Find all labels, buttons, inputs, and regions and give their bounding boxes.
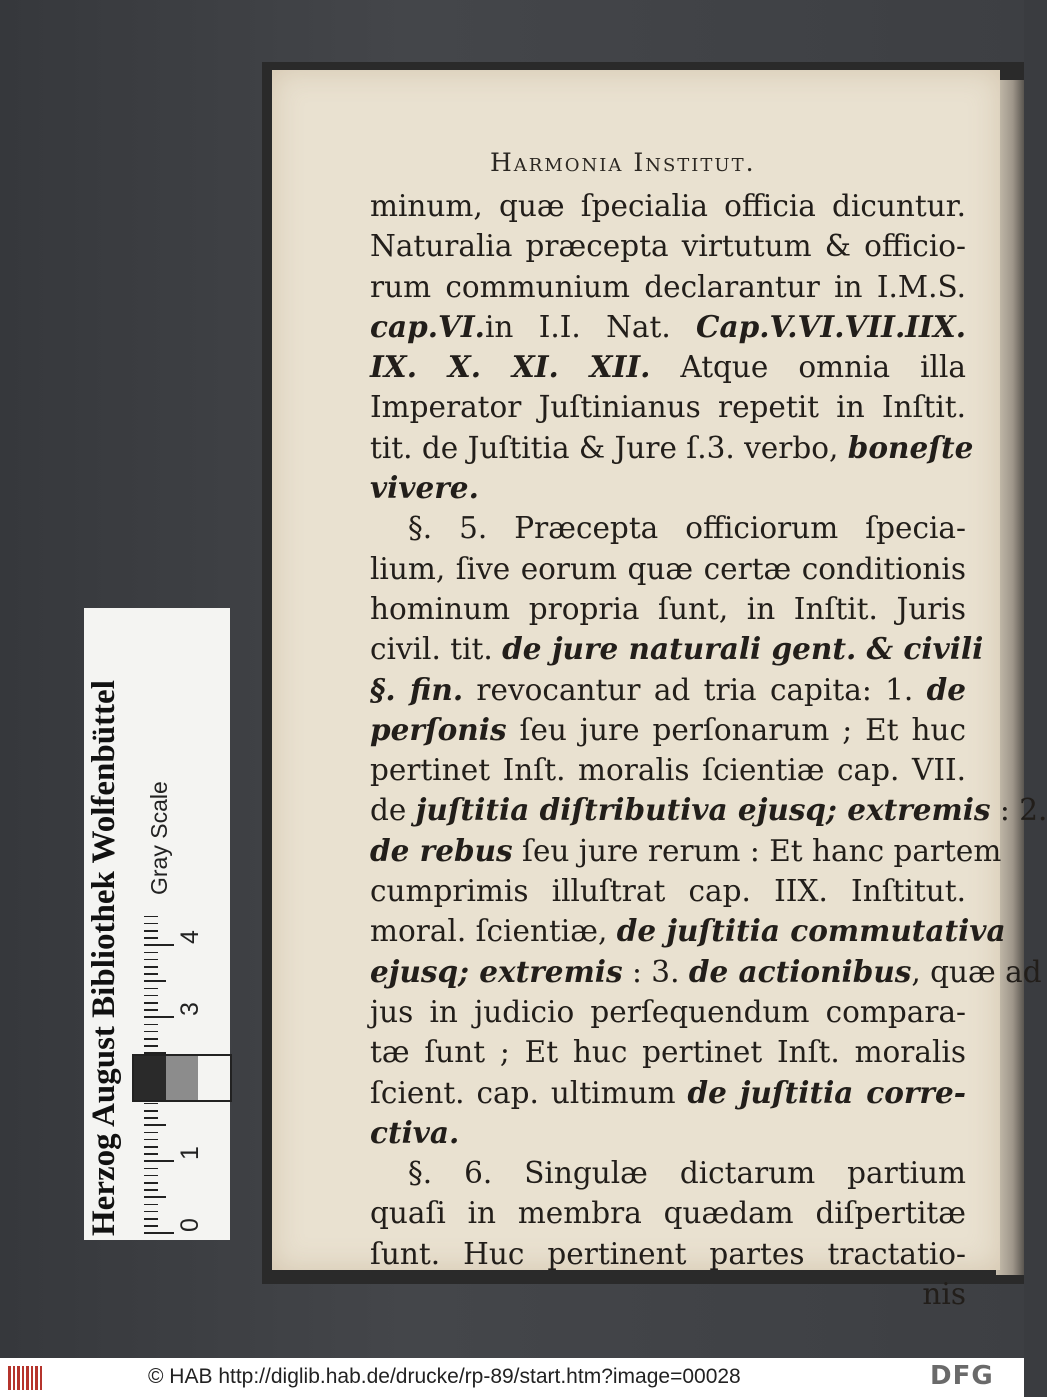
ruler-tick [144, 1038, 158, 1040]
text-segment: de juſtitia corre- [687, 1074, 966, 1110]
text-segment: ſcient. cap. ultimum [370, 1075, 688, 1110]
ruler-tick [144, 988, 158, 990]
text-line [370, 911, 1006, 951]
text-segment: IX. X. XI. XII. [370, 349, 651, 385]
text-segment: perſonis [370, 711, 507, 747]
text-segment: cumprimis illuſtrat cap. IIX. Inſtitut. [370, 874, 966, 909]
gray-swatch [134, 1056, 166, 1100]
ruler-tick [144, 1125, 166, 1127]
text-line [370, 790, 1047, 830]
text-line [370, 468, 966, 508]
text-segment: nis [922, 1277, 966, 1312]
text-segment: §. 6. Singulæ dictarum partium [408, 1156, 966, 1191]
hab-logo-icon [8, 1366, 42, 1390]
text-line [370, 589, 966, 629]
ruler-number: 4 [176, 930, 204, 944]
text-line [370, 1274, 966, 1314]
ruler-tick [144, 952, 158, 954]
text-segment: de jure naturali gent. & civili [502, 631, 984, 667]
gray-scale-label: Gray Scale [146, 781, 172, 895]
text-line [370, 710, 966, 750]
ruler-tick [144, 981, 166, 983]
ruler-tick [144, 1225, 158, 1227]
ruler-tick [144, 923, 158, 925]
text-line [370, 750, 966, 790]
dfg-logo: DFG [930, 1361, 994, 1391]
text-segment: , quæ ad [911, 954, 1042, 989]
text-segment: vivere. [370, 470, 479, 506]
ruler-tick [144, 1182, 158, 1184]
gray-swatch [166, 1056, 198, 1100]
text-line [370, 1193, 966, 1233]
text-segment: rum communium declarantur in I.M.S. [370, 269, 966, 304]
ruler-tick [144, 1002, 158, 1004]
ruler-tick [144, 1146, 158, 1148]
text-segment: Imperator Juſtinianus repetit in Inſtit. [370, 390, 966, 425]
text-line [370, 871, 966, 911]
text-line [370, 629, 984, 669]
text-segment: : 2. [990, 793, 1047, 828]
ruler-number: 0 [176, 1218, 204, 1232]
running-header: Harmonia Institut. [490, 148, 756, 177]
text-line [370, 186, 966, 226]
text-line [370, 347, 966, 387]
text-line [370, 428, 974, 468]
ruler-tick [144, 966, 158, 968]
ruler-tick [144, 1197, 166, 1199]
ruler-tick [144, 1204, 158, 1206]
ruler-tick [144, 1161, 174, 1163]
text-segment: ſunt. Huc pertinent partes tractatio- [370, 1236, 966, 1271]
text-line [370, 307, 966, 347]
text-segment: boneſte [847, 429, 974, 465]
text-segment: revocantur ad tria capita: 1. [463, 672, 927, 707]
gray-swatch [198, 1056, 230, 1100]
ruler-tick [144, 1211, 158, 1213]
institution-name: Herzog August Bibliothek Wolfenbüttel [86, 680, 122, 1236]
text-line [370, 1073, 966, 1113]
text-segment: tæ ſunt ; Et huc pertinet Inſt. moralis [370, 1035, 966, 1070]
text-line [370, 1153, 966, 1193]
book-page-edge [996, 80, 1024, 1275]
ruler-tick [144, 973, 158, 975]
text-segment: de rebus [370, 832, 513, 868]
text-segment: de juſtitia commutativa [616, 913, 1006, 949]
text-segment: pertinet Inſt. moralis ſcientiæ cap. VII. [370, 753, 966, 788]
text-line [370, 387, 966, 427]
text-line [370, 549, 966, 589]
ruler-tick [144, 1218, 158, 1220]
gray-scale-swatches [132, 1054, 232, 1102]
text-segment: moral. ſcientiæ, [370, 914, 617, 949]
text-segment: de actionibus [688, 953, 912, 989]
text-segment: ejusq; extremis [370, 953, 623, 989]
text-line [370, 508, 966, 548]
text-line [370, 1113, 966, 1153]
text-segment: juſtitia diſtributiva ejusq; extremis [415, 792, 991, 828]
text-line [370, 1032, 966, 1072]
ruler-tick [144, 1117, 158, 1119]
ruler-tick [144, 1024, 158, 1026]
text-line [370, 226, 966, 266]
page-text [370, 186, 1047, 1314]
ruler-tick [144, 1153, 158, 1155]
text-line [370, 831, 1002, 871]
copyright-url[interactable]: © HAB http://diglib.hab.de/drucke/rp-89/start.htm?image=00028 [148, 1365, 741, 1388]
text-segment: tit. de Juſtitia & Jure ſ.3. verbo, [370, 430, 848, 465]
text-line [370, 267, 966, 307]
ruler-tick [144, 1031, 158, 1033]
scale-bar-content [84, 608, 230, 1240]
text-segment: : 3. [622, 954, 689, 989]
ruler-tick [144, 930, 158, 932]
ruler-tick [144, 1132, 158, 1134]
text-segment: hominum propria ſunt, in Inſtit. Juris [370, 591, 966, 626]
ruler-tick [144, 1017, 174, 1019]
ruler-tick [144, 916, 158, 918]
ruler-tick [144, 1189, 158, 1191]
ruler-tick [144, 959, 158, 961]
text-segment: ctiva. [370, 1114, 460, 1150]
text-line [370, 992, 966, 1032]
ruler-tick [144, 945, 174, 947]
text-segment: de [926, 671, 966, 707]
ruler-tick [144, 937, 158, 939]
text-segment: §. fin. [370, 671, 464, 707]
ruler-number: 3 [176, 1002, 204, 1016]
ruler-tick [144, 1168, 158, 1170]
ruler-tick [144, 1103, 158, 1105]
text-segment: civil. tit. [370, 632, 503, 667]
text-segment: Naturalia præcepta virtutum & officio- [370, 229, 966, 264]
ruler-tick [144, 1233, 174, 1235]
footer-bar [0, 1358, 1024, 1397]
text-line [370, 1234, 966, 1274]
text-segment: ſeu jure perſonarum ; Et huc [506, 712, 966, 747]
text-segment: Atque omnia illa [650, 350, 966, 385]
ruler-tick [144, 1139, 158, 1141]
text-segment: cap.VI. [370, 308, 485, 344]
text-segment: jus in judicio perſequendum compara- [370, 994, 966, 1029]
text-segment: in I.I. Nat. [484, 309, 697, 344]
ruler-tick [144, 1045, 158, 1047]
text-line [370, 670, 966, 710]
text-segment: lium, ſive eorum quæ certæ conditionis [370, 551, 966, 586]
text-line [370, 952, 1042, 992]
text-segment: §. 5. Præcepta officiorum ſpecia- [408, 511, 966, 546]
text-segment: ſeu jure rerum : Et hanc partem [512, 833, 1002, 868]
text-segment: de [370, 793, 416, 828]
ruler-tick [144, 1110, 158, 1112]
ruler-tick [144, 995, 158, 997]
text-segment: minum, quæ ſpecialia officia dicuntur. [370, 189, 966, 223]
text-segment: Cap.V.VI.VII.IIX. [696, 308, 966, 344]
text-segment: quaſi in membra quædam diſpertitæ [370, 1196, 966, 1231]
ruler-tick [144, 1009, 158, 1011]
ruler-number: 1 [176, 1146, 204, 1160]
ruler-tick [144, 1175, 158, 1177]
